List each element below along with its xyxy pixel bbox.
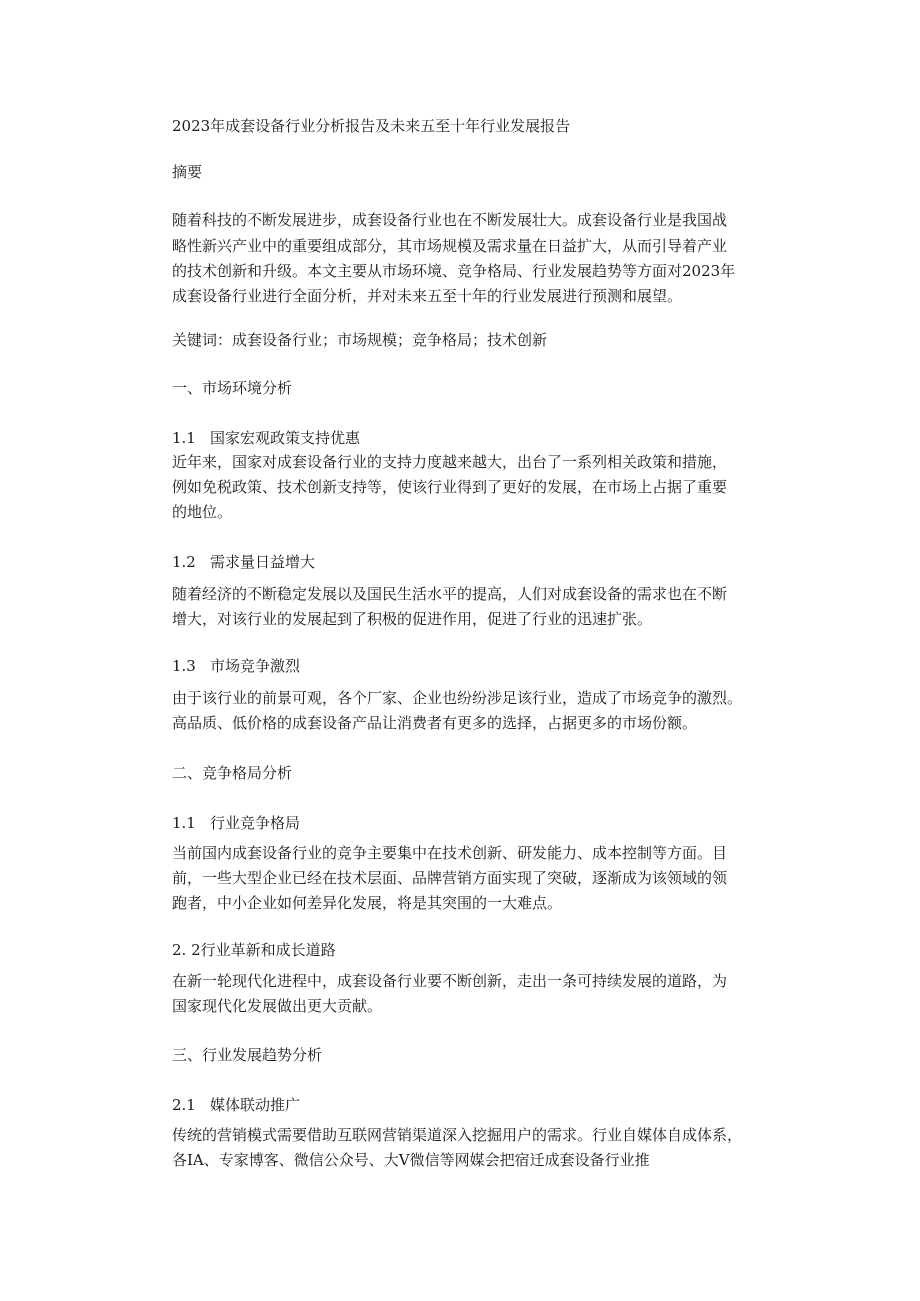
paragraph-line: 当前国内成套设备行业的竞争主要集中在技术创新、研发能力、成本控制等方面。目 xyxy=(172,844,728,862)
subsection-heading xyxy=(172,1095,300,1115)
subsection-title: 市场竞争激烈 xyxy=(210,657,301,675)
subsection-heading xyxy=(172,813,300,833)
subsection-title: 需求量日益增大 xyxy=(210,553,316,571)
subsection-number: 1.1 xyxy=(172,429,196,447)
abstract-line: 随着科技的不断发展进步，成套设备行业也在不断发展壮大。成套设备行业是我国战 xyxy=(172,211,728,229)
subsection-heading xyxy=(172,552,315,572)
subsection-title: 行业竞争格局 xyxy=(210,814,301,832)
section-heading: 一、市场环境分析 xyxy=(172,379,293,397)
paragraph-line: 前，一些大型企业已经在技术层面、品牌营销方面实现了突破，逐渐成为该领域的领 xyxy=(172,869,728,887)
abstract-heading: 摘要 xyxy=(172,163,203,181)
subsection-title: 媒体联动推广 xyxy=(210,1096,301,1114)
abstract-line: 的技术创新和升级。本文主要从市场环境、竞争格局、行业发展趋势等方面对2023年 xyxy=(172,262,736,280)
subsection-heading xyxy=(172,428,360,448)
paragraph-line: 跑者，中小企业如何差异化发展，将是其突围的一大难点。 xyxy=(172,894,563,912)
paragraph-line: 的地位。 xyxy=(172,503,233,521)
document-title: 2023年成套设备行业分析报告及未来五至十年行业发展报告 xyxy=(172,117,571,135)
subsection-number: 2.1 xyxy=(172,1096,196,1114)
section-heading: 二、竞争格局分析 xyxy=(172,764,293,782)
paragraph-line: 随着经济的不断稳定发展以及国民生活水平的提高，人们对成套设备的需求也在不断 xyxy=(172,585,728,603)
subsection-number: 1.1 xyxy=(172,814,196,832)
abstract-line: 略性新兴产业中的重要组成部分，其市场规模及需求量在日益扩大，从而引导着产业 xyxy=(172,237,728,255)
paragraph-line: 国家现代化发展做出更大贡献。 xyxy=(172,997,383,1015)
paragraph-line: 由于该行业的前景可观，各个厂家、企业也纷纷涉足该行业，造成了市场竞争的激烈。 xyxy=(172,689,743,707)
abstract-line: 成套设备行业进行全面分析，并对未来五至十年的行业发展进行预测和展望。 xyxy=(172,287,683,305)
subsection-number: 1.2 xyxy=(172,553,196,571)
paragraph-line: 增大，对该行业的发展起到了积极的促进作用，促进了行业的迅速扩张。 xyxy=(172,610,653,628)
subsection-number: 1.3 xyxy=(172,657,196,675)
section-heading: 三、行业发展趋势分析 xyxy=(172,1046,323,1064)
keywords-line: 关键词：成套设备行业；市场规模；竞争格局；技术创新 xyxy=(172,331,548,349)
paragraph-line: 传统的营销模式需要借助互联网营销渠道深入挖掘用户的需求。行业自媒体自成体系， xyxy=(172,1126,743,1144)
subsection-heading: 2. 2行业革新和成长道路 xyxy=(172,941,336,959)
paragraph-line: 高品质、低价格的成套设备产品让消费者有更多的选择，占据更多的市场份额。 xyxy=(172,714,698,732)
paragraph-line: 近年来，国家对成套设备行业的支持力度越来越大，出台了一系列相关政策和措施， xyxy=(172,453,728,471)
paragraph-line: 例如免税政策、技术创新支持等，使该行业得到了更好的发展，在市场上占据了重要 xyxy=(172,478,728,496)
paragraph-line: 各IA、专家博客、微信公众号、大V微信等网媒会把宿迁成套设备行业推 xyxy=(172,1151,650,1169)
subsection-title: 国家宏观政策支持优惠 xyxy=(210,429,361,447)
paragraph-line: 在新一轮现代化进程中，成套设备行业要不断创新，走出一条可持续发展的道路，为 xyxy=(172,972,728,990)
subsection-heading xyxy=(172,656,300,676)
